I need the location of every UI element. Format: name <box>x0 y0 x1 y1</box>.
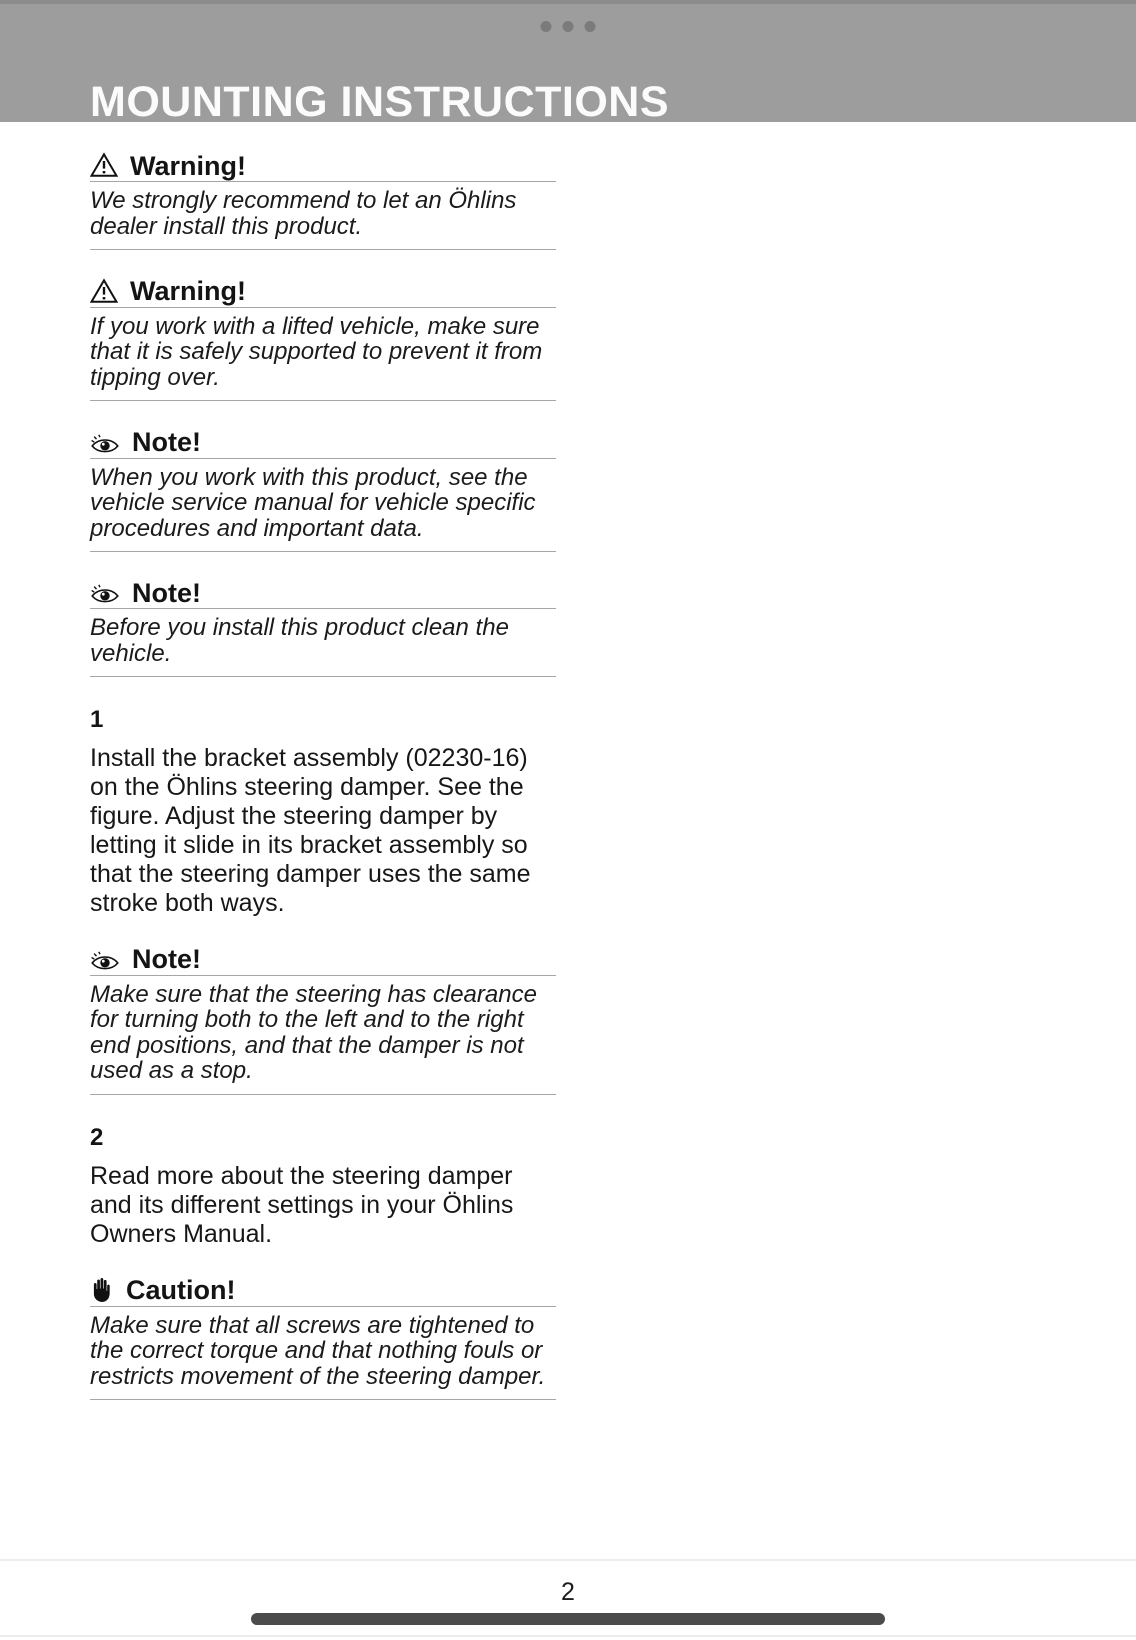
step-number: 1 <box>90 706 104 734</box>
more-menu-button[interactable] <box>537 17 600 36</box>
note-section <box>90 579 556 677</box>
ellipsis-menu-icon <box>541 21 552 32</box>
ellipsis-menu-icon <box>585 21 596 32</box>
step-body: Install the bracket assembly (02230-16) on the Öhlins steering damper. See the figure. Adjust the steering damper by letting it slide in its bracket assembly so that the steering damper uses the same stroke both ways. <box>90 744 531 918</box>
warning-heading <box>90 152 556 182</box>
hand-icon <box>90 1276 114 1303</box>
admonition-body: Make sure that all screws are tightened to the correct torque and that nothing fouls or restricts movement of the steering damper. <box>90 1313 556 1401</box>
note-heading <box>90 945 556 975</box>
document-header <box>0 0 1136 126</box>
warning-triangle-icon <box>90 278 118 304</box>
eye-icon <box>90 583 120 605</box>
step-section <box>90 1123 556 1249</box>
page-title: MOUNTING INSTRUCTIONS <box>90 78 670 126</box>
admonition-body: Before you install this product clean the vehicle. <box>90 615 556 677</box>
admonition-title: Caution! <box>126 1275 236 1306</box>
step-body: Read more about the steering damper and its different settings in your Öhlins Owners Manual. <box>90 1161 514 1248</box>
footer-divider <box>0 1559 1136 1561</box>
warning-section <box>90 277 556 401</box>
admonition-title: Note! <box>132 944 201 975</box>
caution-section <box>90 1276 556 1401</box>
home-indicator-bar[interactable] <box>251 1613 885 1625</box>
note-section <box>90 945 556 1094</box>
note-section <box>90 428 556 552</box>
admonition-title: Warning! <box>130 276 246 307</box>
admonition-title: Note! <box>132 427 201 458</box>
admonition-body: Make sure that the steering has clearance for turning both to the left and to the right end positions, and that the damper is not used as a stop. <box>90 982 556 1095</box>
warning-heading <box>90 277 556 307</box>
eye-icon <box>90 433 120 455</box>
admonition-title: Note! <box>132 578 201 609</box>
admonition-body: If you work with a lifted vehicle, make sure that it is safely supported to prevent it from tipping over. <box>90 314 556 402</box>
note-heading <box>90 428 556 458</box>
note-heading <box>90 579 556 609</box>
content-column <box>0 122 1136 1400</box>
ellipsis-menu-icon <box>563 21 574 32</box>
step-number: 2 <box>90 1123 104 1151</box>
admonition-body: We strongly recommend to let an Öhlins dealer install this product. <box>90 188 556 250</box>
warning-section <box>90 152 556 250</box>
admonition-body: When you work with this product, see the vehicle service manual for vehicle specific procedures and important data. <box>90 465 556 553</box>
warning-triangle-icon <box>90 152 118 178</box>
caution-heading <box>90 1276 556 1307</box>
footer-divider <box>0 1635 1136 1637</box>
page-number: 2 <box>561 1578 575 1606</box>
admonition-title: Warning! <box>130 151 246 181</box>
eye-icon <box>90 950 120 972</box>
step-section <box>90 708 556 918</box>
